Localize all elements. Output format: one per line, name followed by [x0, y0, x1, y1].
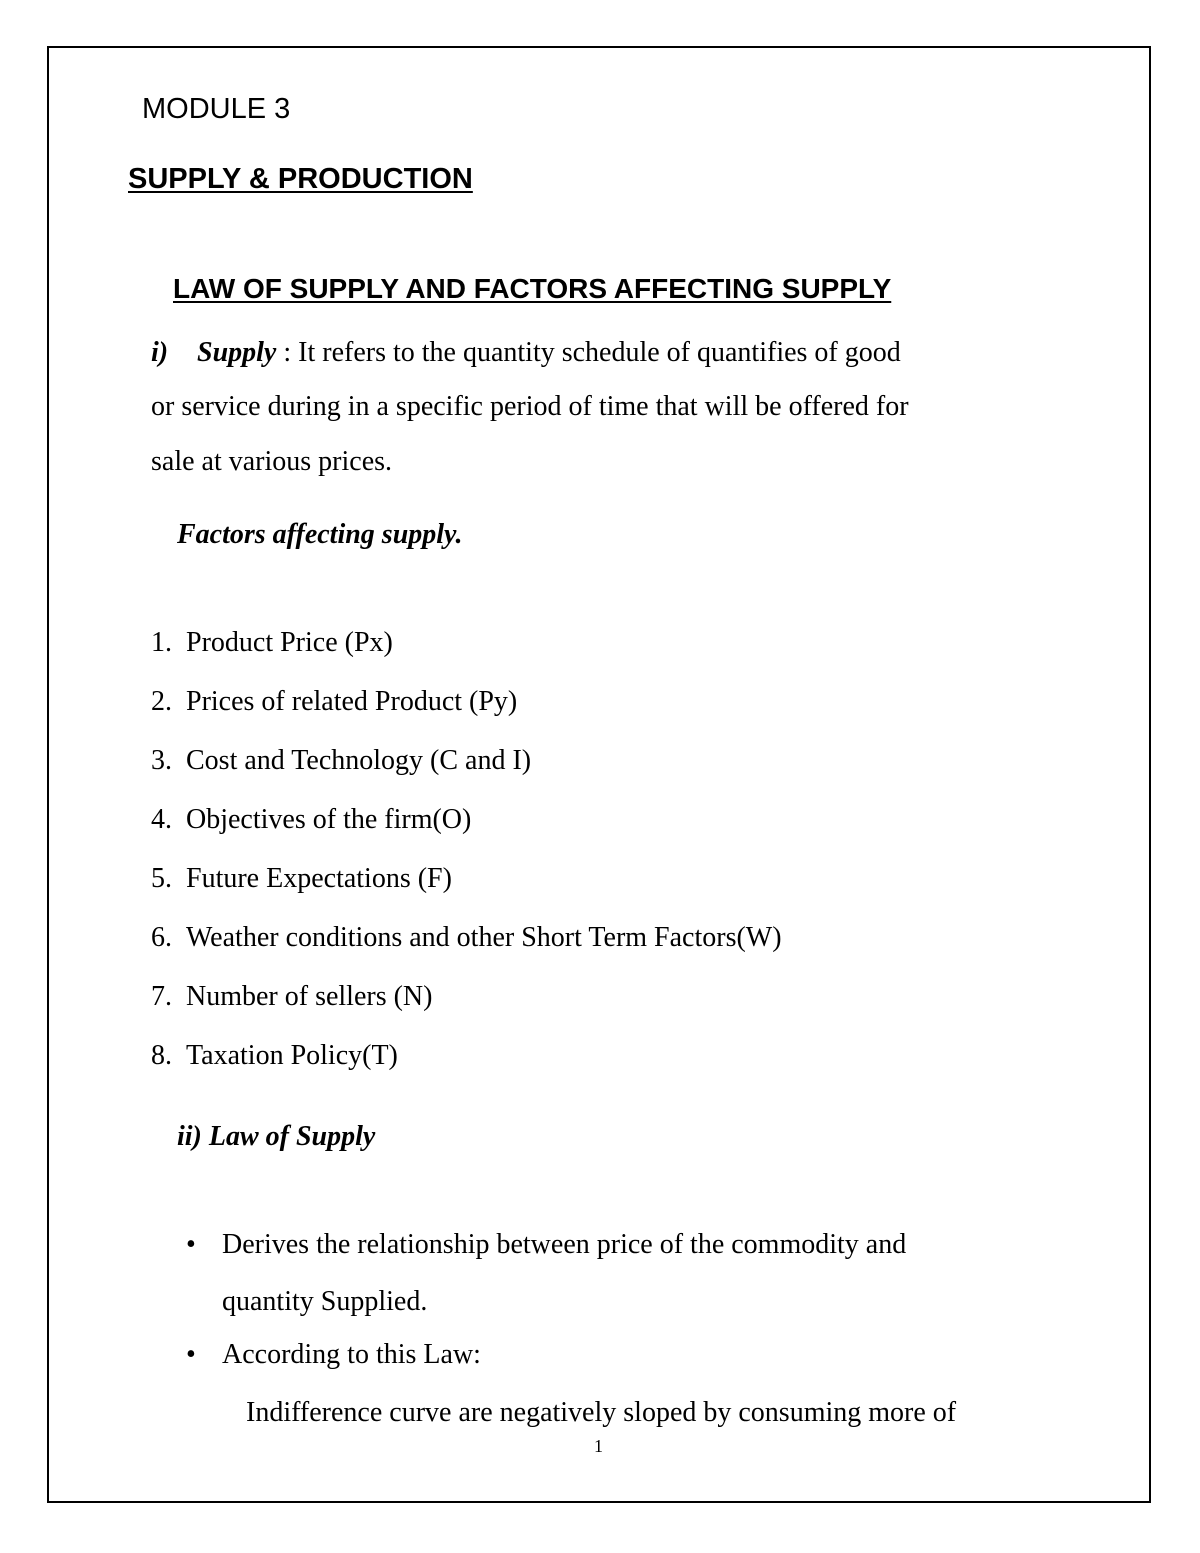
list-number: 8.: [151, 1040, 172, 1071]
module-label: MODULE 3: [142, 93, 291, 125]
list-text: Taxation Policy(T): [186, 1040, 398, 1071]
list-text: Number of sellers (N): [186, 981, 433, 1012]
list-text: Cost and Technology (C and I): [186, 745, 532, 776]
list-number: 2.: [151, 686, 172, 717]
list-item: [151, 686, 517, 718]
list-item: [151, 745, 531, 777]
list-item: [151, 922, 782, 954]
list-number: 6.: [151, 922, 172, 953]
bullet-icon: •: [186, 1229, 196, 1260]
factors-heading: Factors affecting supply.: [177, 519, 463, 550]
bullet-text: According to this Law:: [222, 1339, 481, 1370]
list-item: [151, 863, 452, 895]
list-text: Weather conditions and other Short Term Factors(W): [186, 922, 782, 953]
continuation-text: Indifference curve are negatively sloped by consuming more of: [246, 1397, 957, 1428]
definition-line-3: sale at various prices.: [151, 446, 393, 477]
bullet-text: Derives the relationship between price of the commodity and: [222, 1229, 907, 1260]
list-number: 7.: [151, 981, 172, 1012]
list-number: 1.: [151, 627, 172, 658]
definition-line-1: [151, 337, 901, 369]
law-heading: ii) Law of Supply: [177, 1121, 376, 1152]
list-text: Product Price (Px): [186, 627, 393, 658]
definition-line-2: or service during in a specific period of time that will be offered for: [151, 391, 909, 422]
page-title: SUPPLY & PRODUCTION: [128, 163, 473, 195]
list-text: Prices of related Product (Py): [186, 686, 518, 717]
list-item: [151, 804, 471, 836]
list-text: Future Expectations (F): [186, 863, 452, 894]
page-number: 1: [594, 1436, 603, 1456]
bullet-icon: •: [186, 1339, 196, 1370]
definition-text: : It refers to the quantity schedule of quantifies of good: [276, 337, 901, 368]
list-number: 5.: [151, 863, 172, 894]
list-text: Objectives of the firm(O): [186, 804, 472, 835]
bullet-item: [186, 1229, 906, 1261]
list-number: 4.: [151, 804, 172, 835]
list-item: [151, 627, 393, 659]
section-heading: LAW OF SUPPLY AND FACTORS AFFECTING SUPPLY: [173, 273, 892, 304]
definition-numeral: i): [151, 337, 169, 368]
list-item: [151, 1040, 398, 1072]
definition-term: Supply: [197, 337, 277, 368]
bullet-text-continued: quantity Supplied.: [222, 1286, 428, 1317]
bullet-item: [186, 1339, 481, 1371]
list-item: [151, 981, 432, 1013]
list-number: 3.: [151, 745, 172, 776]
